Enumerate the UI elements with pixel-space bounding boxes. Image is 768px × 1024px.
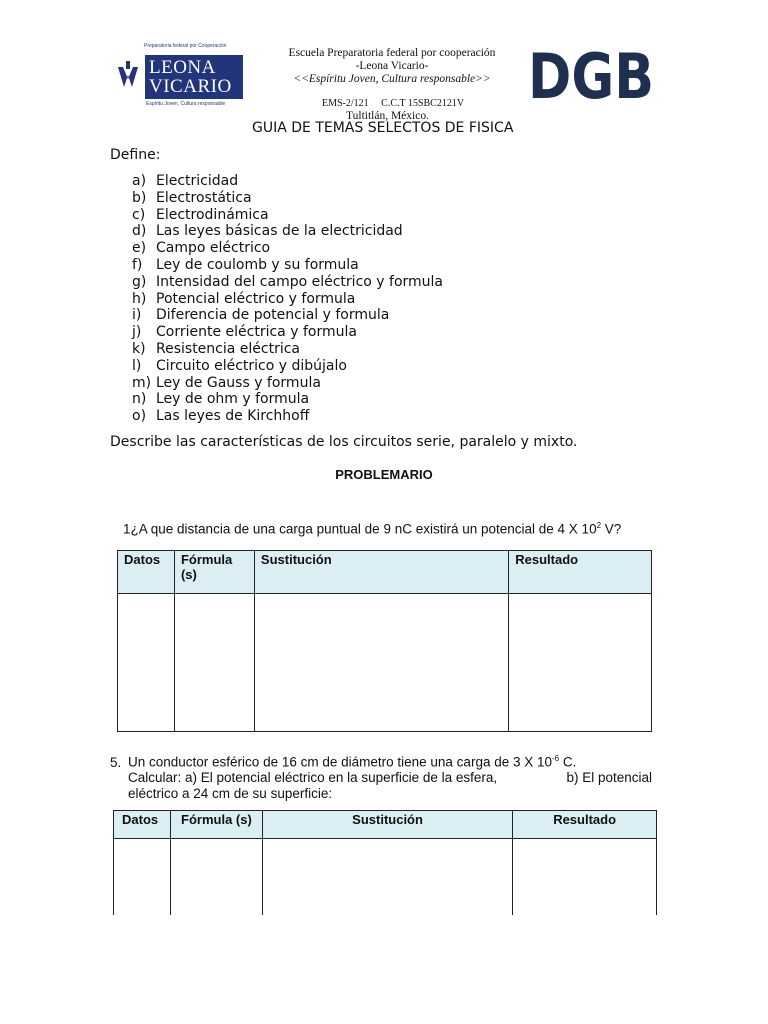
define-item	[132, 358, 443, 375]
define-item-text: Las leyes de Kirchhoff	[156, 408, 310, 425]
table2-header-datos: Datos	[114, 811, 171, 839]
lv-mark-icon	[114, 57, 142, 97]
dgb-logo-text: DGB	[528, 40, 654, 113]
logo-caption-top: Preparatoria federal por Cooperación	[144, 43, 227, 49]
define-item-text: Ley de coulomb y su formula	[156, 256, 359, 273]
define-item-text: Resistencia eléctrica	[156, 340, 301, 357]
question-5-line2a: Calcular: a) El potencial eléctrico en la superficie de la esfera,	[128, 770, 498, 785]
question-1-exponent: 2	[596, 521, 602, 530]
question-5-line2b: b) El potencial	[566, 770, 652, 785]
define-list	[132, 173, 443, 425]
define-item	[132, 391, 443, 408]
table1-cell-datos[interactable]	[118, 594, 175, 732]
define-item	[132, 257, 443, 274]
define-item-letter: a)	[132, 173, 147, 189]
page-title: GUIA DE TEMAS SELECTOS DE FISICA	[252, 120, 514, 136]
define-item-text: Diferencia de potencial y formula	[156, 307, 390, 324]
define-item-letter: n)	[132, 391, 147, 408]
define-item-text: Ley de ohm y formula	[156, 391, 310, 408]
define-item-text: Electricidad	[156, 173, 239, 189]
define-item	[132, 341, 443, 358]
logo-caption-bottom: Espíritu Joven, Cultura responsable	[146, 101, 226, 107]
define-item-text: Potencial eléctrico y formula	[156, 290, 356, 307]
define-item-letter: m)	[132, 374, 152, 391]
define-item-letter: f)	[132, 256, 143, 273]
define-item	[132, 190, 443, 207]
table2-cell-formula[interactable]	[170, 839, 262, 916]
answer-table-2	[113, 810, 657, 915]
table2-cell-datos[interactable]	[114, 839, 171, 916]
school-codes: EMS-2/121 C.C.T 15SBC2121V	[322, 98, 465, 109]
table1-cell-resultado[interactable]	[509, 594, 652, 732]
define-item-text: Ley de Gauss y formula	[156, 374, 321, 391]
answer-table-1	[117, 550, 652, 732]
school-motto: <<Espíritu Joven, Cultura responsable>>	[293, 73, 491, 85]
define-item	[132, 291, 443, 308]
define-item	[132, 274, 443, 291]
question-5-exponent: -6	[552, 754, 560, 763]
define-item-letter: d)	[132, 223, 147, 240]
define-item-letter: k)	[132, 340, 146, 357]
table2-header-formula: Fórmula (s)	[170, 811, 262, 839]
table2-cell-sustitucion[interactable]	[262, 839, 512, 916]
table1-header-sustitucion: Sustitución	[254, 551, 508, 594]
define-item-text: Corriente eléctrica y formula	[156, 324, 357, 341]
table2-header-sustitucion: Sustitución	[262, 811, 512, 839]
define-item-letter: h)	[132, 290, 147, 307]
define-item-letter: i)	[132, 307, 142, 324]
school-subname: -Leona Vicario-	[355, 60, 429, 72]
table1-header-datos: Datos	[118, 551, 175, 594]
question-5-line1: Un conductor esférico de 16 cm de diámetro tiene una carga de 3 X 10	[128, 754, 553, 770]
define-item	[132, 207, 443, 224]
define-item-letter: l)	[132, 357, 142, 374]
define-item-text: Electrostática	[156, 189, 252, 206]
table1-cell-formula[interactable]	[174, 594, 254, 732]
question-1	[123, 521, 621, 537]
define-item	[132, 307, 443, 324]
logo-line1: LEONA	[149, 57, 216, 78]
table2-header-resultado: Resultado	[513, 811, 657, 839]
define-item	[132, 375, 443, 392]
define-item-letter: g)	[132, 273, 147, 290]
school-city: Tultitlán, México.	[346, 110, 429, 122]
question-5	[110, 751, 652, 801]
define-item	[132, 324, 443, 341]
table2-cell-resultado[interactable]	[513, 839, 657, 916]
define-item-text: Las leyes básicas de la electricidad	[156, 223, 403, 240]
question-1-text: 1¿A que distancia de una carga puntual de 9 nC existirá un potencial de 4 X 10	[123, 521, 597, 537]
define-item-text: Electrodinámica	[156, 206, 269, 223]
question-5-line3: eléctrico a 24 cm de su superficie:	[128, 785, 333, 801]
question-5-line1-tail: C.	[559, 754, 577, 770]
school-logo	[114, 43, 244, 109]
define-item-text: Campo eléctrico	[156, 240, 271, 257]
define-item-letter: j)	[132, 324, 142, 341]
problemario-heading: PROBLEMARIO	[335, 467, 433, 482]
logo-wordmark	[145, 55, 243, 99]
define-item	[132, 240, 443, 257]
table1-header-resultado: Resultado	[509, 551, 652, 594]
define-item-letter: o)	[132, 408, 147, 425]
table1-header-formula: Fórmula (s)	[174, 551, 254, 594]
define-item	[132, 223, 443, 240]
question-5-number: 5.	[110, 754, 122, 770]
describe-prompt: Describe las características de los circuitos serie, paralelo y mixto.	[110, 434, 578, 450]
define-item	[132, 173, 443, 190]
define-item-text: Intensidad del campo eléctrico y formula	[156, 273, 443, 290]
table1-cell-sustitucion[interactable]	[254, 594, 508, 732]
define-label: Define:	[110, 147, 161, 163]
school-header	[272, 47, 512, 86]
define-item-letter: b)	[132, 189, 147, 206]
define-item-text: Circuito eléctrico y dibújalo	[156, 357, 347, 374]
school-name: Escuela Preparatoria federal por cooperación	[288, 47, 496, 59]
dgb-logo	[528, 40, 656, 113]
define-item-letter: e)	[132, 240, 147, 257]
logo-line2: VICARIO	[149, 76, 232, 97]
define-item	[132, 408, 443, 425]
define-item-letter: c)	[132, 206, 146, 223]
question-1-tail: V?	[601, 521, 622, 537]
